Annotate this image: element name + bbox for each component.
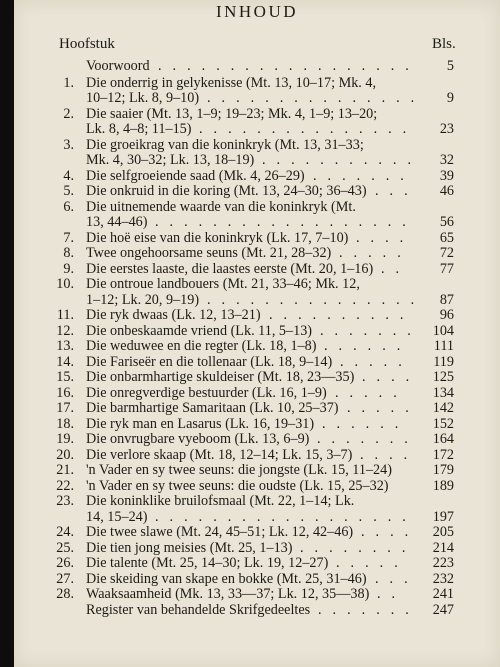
chapter-number: 21. (56, 462, 74, 478)
leader-dots: ..... (336, 555, 409, 571)
page-number: 189 (432, 477, 454, 494)
chapter-number: 18. (56, 415, 74, 432)
leader-dots: ....... (317, 431, 419, 447)
leader-dots: .... (356, 229, 415, 246)
chapter-title: Die hoë eise van die koninkryk (Lk. 17, 7–10) (86, 229, 349, 246)
leader-dots: ....... (313, 167, 415, 184)
page-number: 96 (439, 307, 454, 323)
chapter-number: 11. (56, 307, 74, 323)
page-number: 72 (439, 245, 454, 261)
leader-dots: .......... (269, 307, 415, 323)
chapter-number: 20. (56, 446, 74, 463)
chapter-number: 3. (63, 136, 74, 153)
chapter-title: Die twee slawe (Mt. 24, 45–51; Lk. 12, 42–46) (86, 524, 354, 540)
chapter-title: Voorwoord (86, 58, 150, 74)
chapter-number: 26. (56, 555, 74, 571)
chapter-title: 14, 15–24) (86, 508, 148, 525)
leader-dots: ............... (207, 90, 426, 106)
chapter-title: 'n Vader en sy twee seuns: die jongste (Lk. 15, 11–24) (86, 462, 392, 478)
leader-dots: .... (361, 524, 420, 540)
chapter-title: Die onbeskaamde vriend (Lk. 11, 5–13) (86, 322, 313, 339)
chapter-title: Mk. 4, 30–32; Lk. 13, 18–19) (86, 152, 255, 168)
page-number: 46 (439, 183, 454, 199)
chapter-title: Die onkruid in die koring (Mt. 13, 24–30; 36–43) (86, 183, 367, 199)
chapter-title: Die ryk man en Lasarus (Lk. 16, 19–31) (86, 415, 315, 432)
page-title: INHOUD (215, 2, 299, 21)
leader-dots: ....... (318, 601, 420, 618)
chapter-title: Die onvrugbare vyeboom (Lk. 13, 6–9) (86, 431, 310, 447)
chapter-number: 1. (63, 74, 74, 91)
chapter-title: Lk. 8, 4–8; 11–15) (86, 121, 192, 137)
page-number: 119 (433, 353, 454, 370)
chapter-title: Die eerstes laaste, die laastes eerste (Mt. 20, 1–16) (86, 260, 374, 277)
chapter-title: Die Fariseër en die tollenaar (Lk. 18, 9–14) (86, 353, 333, 370)
chapter-title: Die onregverdige bestuurder (Lk. 16, 1–9) (86, 384, 327, 401)
chapter-title: Waaksaamheid (Mk. 13, 33—37; Lk. 12, 35—38) (86, 586, 370, 602)
chapter-title: Die onderrig in gelykenisse (Mt. 13, 10–17; Mk. 4, (86, 74, 377, 91)
chapter-number: 27. (56, 570, 74, 587)
chapter-number: 2. (63, 105, 74, 122)
chapter-title: 13, 44–46) (86, 214, 148, 230)
page-number: 111 (433, 338, 454, 354)
leader-dots: ........ (300, 539, 417, 556)
leader-dots: ..... (347, 400, 420, 416)
page-number: 232 (432, 570, 454, 587)
leader-dots: ............... (199, 121, 418, 137)
chapter-title: Die barmhartige Samaritaan (Lk. 10, 25–37) (86, 400, 339, 416)
page-number: 164 (432, 431, 454, 447)
leader-dots: .. (381, 260, 411, 277)
chapter-title: Die weduwee en die regter (Lk. 18, 1–8) (86, 338, 317, 354)
leader-dots: .................. (155, 508, 417, 525)
leader-dots: ..... (335, 384, 408, 401)
chapter-number: 9. (63, 260, 74, 277)
page-number: 152 (432, 415, 454, 432)
leader-dots: ....... (320, 322, 422, 339)
leader-dots: .... (360, 446, 419, 463)
page-number: 125 (432, 369, 454, 385)
leader-dots: ..... (339, 245, 412, 261)
chapter-title: Die koninklike bruilofsmaal (Mt. 22, 1–14; Lk. (86, 493, 355, 509)
page-number: 205 (432, 524, 454, 540)
chapter-title: Die ontroue landbouers (Mt. 21, 33–46; Mk. 12, (86, 276, 360, 292)
chapter-number: 16. (56, 384, 74, 401)
chapter-title: 'n Vader en sy twee seuns: die oudste (Lk. 15, 25–32) (86, 477, 389, 494)
chapter-number: 14. (56, 353, 74, 370)
page-number: 65 (439, 229, 454, 246)
chapter-title: Die groeikrag van die koninkryk (Mt. 13, 31–33; (86, 136, 364, 153)
chapter-column-header: Hoofstuk (59, 36, 115, 52)
chapter-number: 13. (56, 338, 74, 354)
page-number: 23 (439, 121, 454, 137)
chapter-title: Die skeiding van skape en bokke (Mt. 25, 31–46) (86, 570, 367, 587)
page-number: 77 (439, 260, 454, 277)
chapter-number: 12. (56, 322, 74, 339)
page-number: 142 (432, 400, 454, 416)
leader-dots: ... (375, 183, 419, 199)
page-number: 9 (446, 90, 454, 106)
chapter-title: Register van behandelde Skrifgedeeltes (86, 601, 311, 618)
leader-dots: .... (362, 369, 421, 385)
leader-dots: .................. (155, 214, 417, 230)
page-number: 214 (432, 539, 454, 556)
leader-dots: ..... (340, 353, 413, 370)
page-number: 87 (439, 291, 454, 308)
chapter-title: Die uitnemende waarde van die koninkryk (Mt. (86, 198, 356, 215)
chapter-number: 25. (56, 539, 74, 556)
leader-dots: .. (377, 586, 407, 602)
page-number: 104 (432, 322, 454, 339)
page-number: 241 (432, 586, 454, 602)
page-number: 56 (439, 214, 454, 230)
chapter-number: 28. (56, 586, 74, 602)
chapter-title: Die selfgroeiende saad (Mk. 4, 26–29) (86, 167, 305, 184)
page-number: 197 (432, 508, 454, 525)
chapter-title: Die onbarmhartige skuldeiser (Mt. 18, 23—35) (86, 369, 355, 385)
chapter-number: 24. (56, 524, 74, 540)
page-number: 134 (432, 384, 454, 401)
chapter-number: 23. (56, 493, 74, 509)
chapter-number: 19. (56, 431, 74, 447)
page-number: 179 (432, 462, 454, 478)
chapter-title: Die tien jong meisies (Mt. 25, 1–13) (86, 539, 293, 556)
page-number: 32 (439, 152, 454, 168)
chapter-number: 15. (56, 369, 74, 385)
chapter-number: 22. (56, 477, 74, 494)
page-column-header: Bls. (432, 36, 456, 52)
chapter-title: Die verlore skaap (Mt. 18, 12–14; Lk. 15, 3–7) (86, 446, 353, 463)
page-number: 39 (439, 167, 454, 184)
chapter-title: Twee ongehoorsame seuns (Mt. 21, 28–32) (86, 245, 332, 261)
page-number: 223 (432, 555, 454, 571)
chapter-number: 17. (56, 400, 74, 416)
leader-dots: ... (375, 570, 419, 587)
chapter-number: 4. (63, 167, 74, 184)
chapter-title: Die talente (Mt. 25, 14–30; Lk. 19, 12–27) (86, 555, 329, 571)
chapter-number: 10. (56, 276, 74, 292)
chapter-title: 1–12; Lk. 20, 9–19) (86, 291, 200, 308)
leader-dots: ...... (324, 338, 412, 354)
chapter-title: Die ryk dwaas (Lk. 12, 13–21) (86, 307, 261, 323)
page-number: 247 (432, 601, 454, 618)
chapter-number: 8. (63, 245, 74, 261)
chapter-title: 10–12; Lk. 8, 9–10) (86, 90, 200, 106)
leader-dots: ............... (207, 291, 426, 308)
chapter-number: 5. (63, 183, 74, 199)
book-page (14, 0, 500, 667)
leader-dots: ........... (262, 152, 423, 168)
page-number: 5 (446, 58, 454, 74)
chapter-title: Die saaier (Mt. 13, 1–9; 19–23; Mk. 4, 1–9; 13–20; (86, 105, 378, 122)
page-number: 172 (432, 446, 454, 463)
chapter-number: 6. (63, 198, 74, 215)
chapter-number: 7. (63, 229, 74, 246)
leader-dots: .................. (158, 58, 420, 74)
leader-dots: ...... (322, 415, 410, 432)
